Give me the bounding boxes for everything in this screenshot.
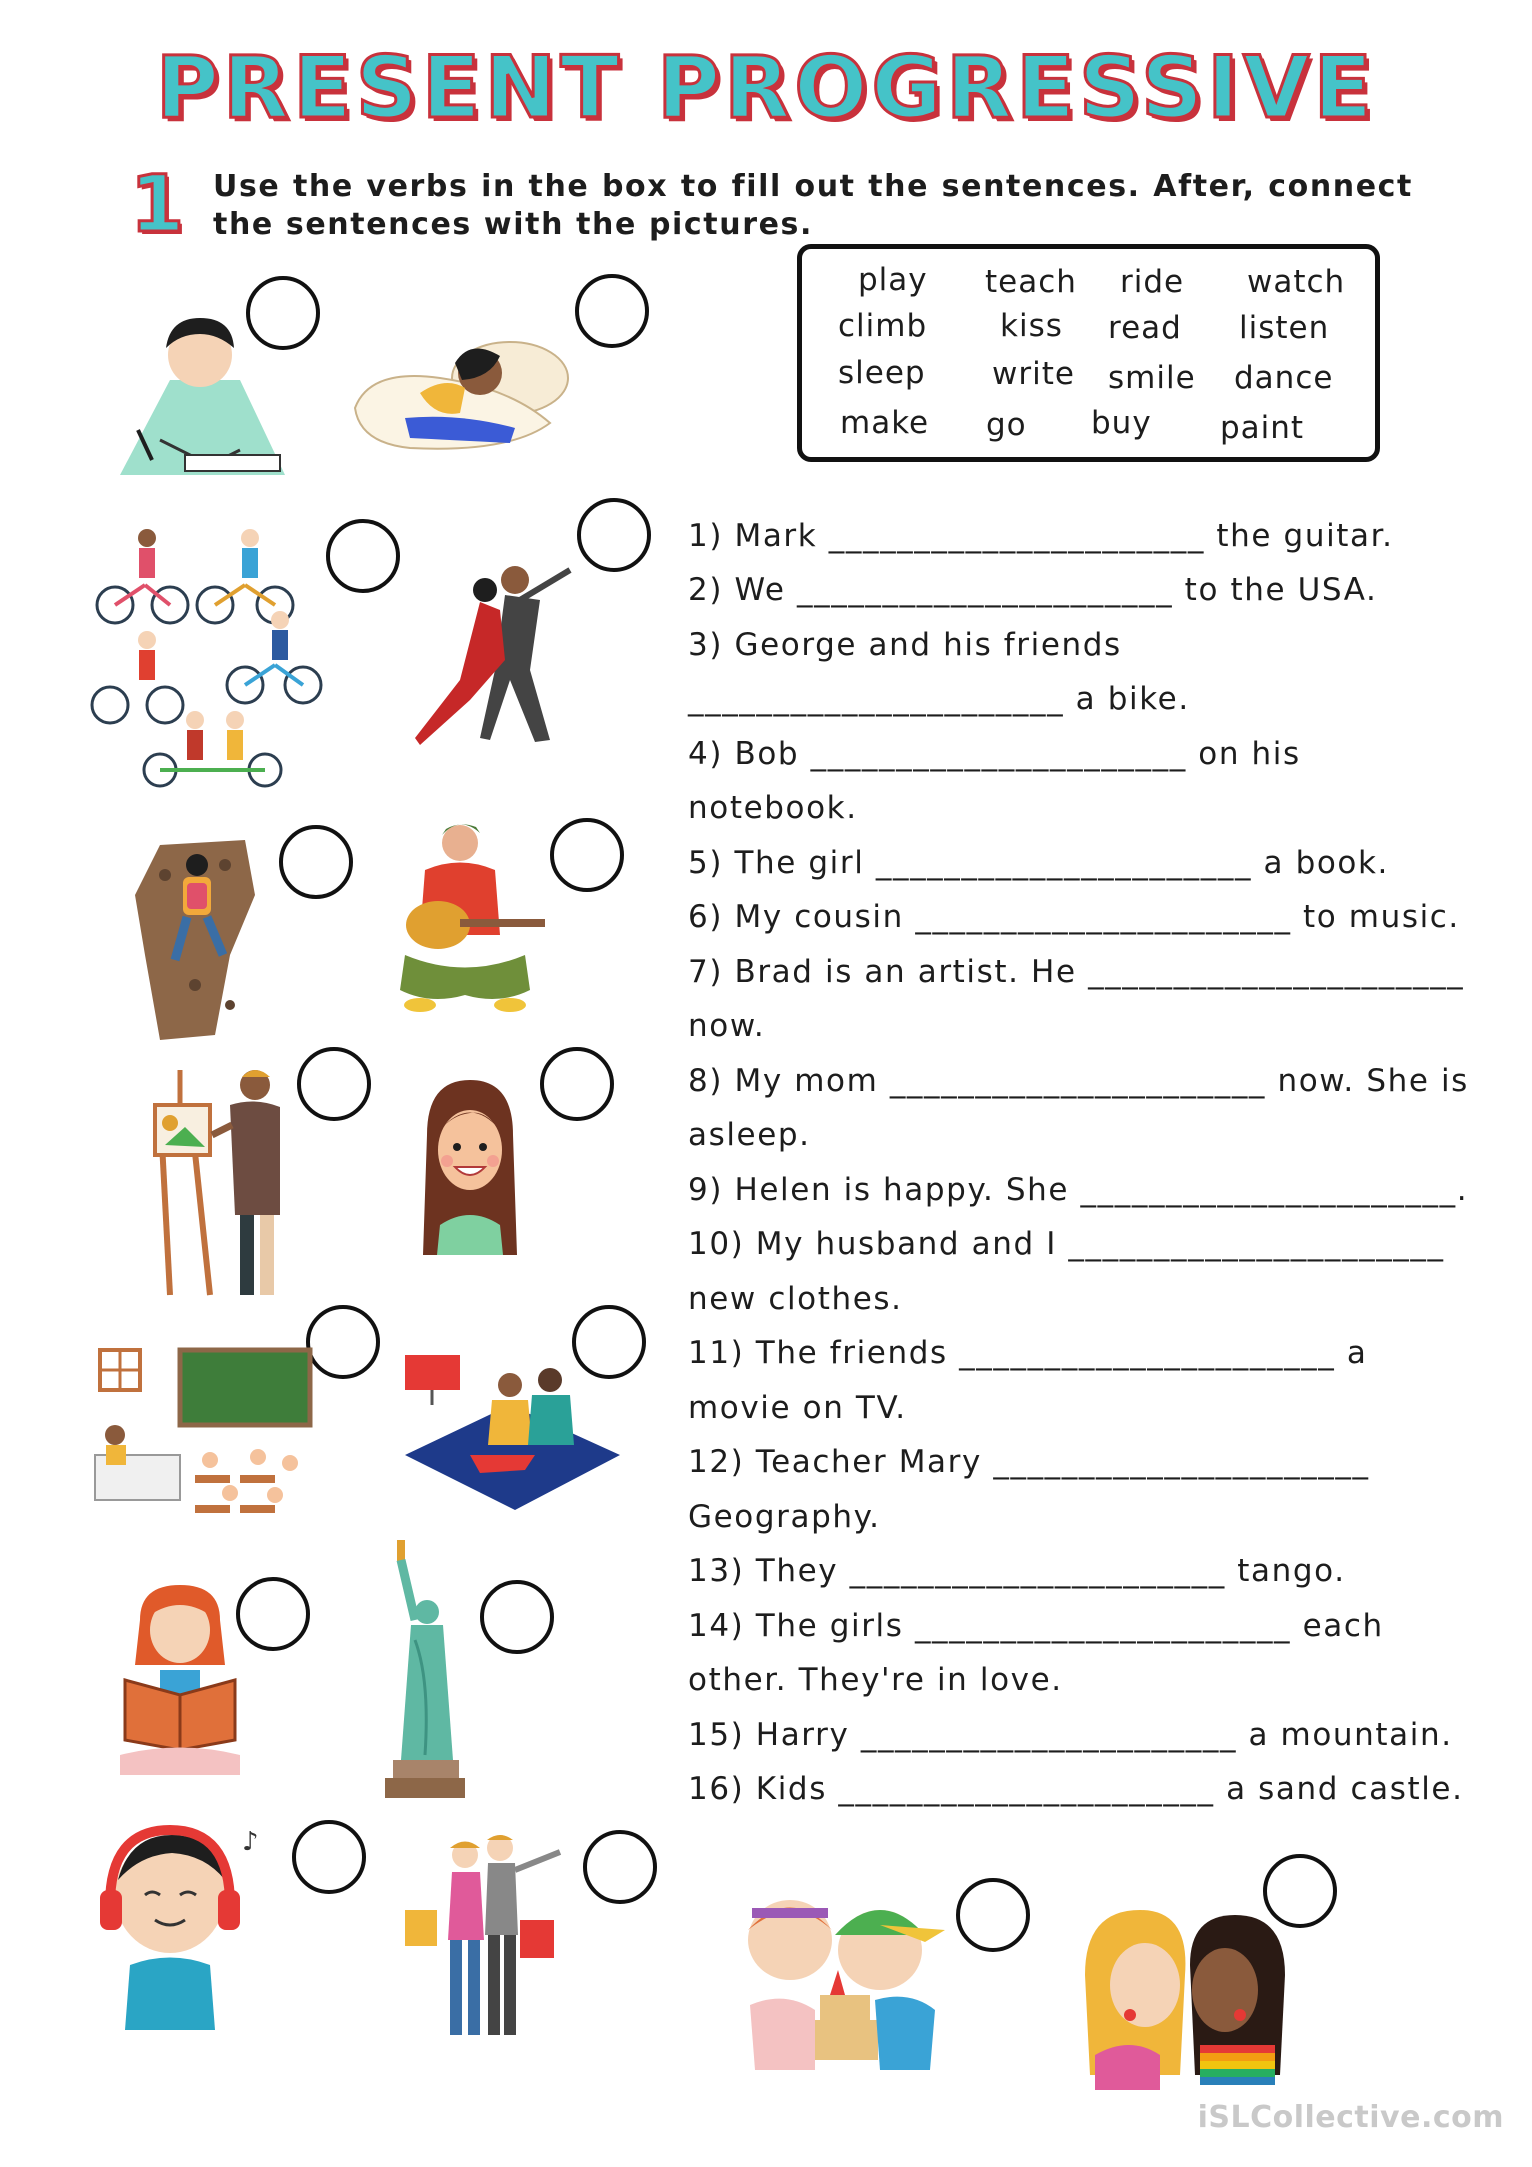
sentence-line: 1) Mark ______________________ the guitar. [688,518,1394,554]
exercise-instructions: Use the verbs in the box to fill out the sentences. After, connect the sentences with the pictures. [213,169,1413,242]
man-writing-picture [100,300,285,475]
verb-item: smile [1108,360,1196,396]
sentence-line: Geography. [688,1499,881,1535]
svg-text:♪: ♪ [242,1827,259,1857]
girl-reading-picture [115,1580,245,1780]
friends-riding-bikes-picture [85,520,365,790]
verb-item: ride [1120,264,1185,300]
answer-circle[interactable] [540,1047,614,1121]
sentence-line: 3) George and his friends [688,627,1122,663]
verb-item: play [858,262,928,298]
answer-circle[interactable] [292,1820,366,1894]
sentence-line: new clothes. [688,1281,903,1317]
sentence-line: other. They're in love. [688,1662,1063,1698]
verb-box [797,244,1380,462]
sentence-line: 7) Brad is an artist. He ______________________ [688,954,1465,990]
answer-circle[interactable] [236,1577,310,1651]
classroom-teacher-picture [90,1345,320,1535]
verb-item: dance [1234,360,1334,396]
verb-item: read [1108,310,1182,346]
verb-item: teach [985,264,1077,300]
sentence-line: 4) Bob ______________________ on his [688,736,1301,772]
boy-listening-music-picture [100,1825,280,2030]
verb-item: make [840,405,930,441]
sentence-line: 9) Helen is happy. She ______________________. [688,1172,1469,1208]
girls-kissing-picture [1080,1905,1290,2090]
sentence-line: 13) They ______________________ tango. [688,1553,1346,1589]
verb-item: climb [838,308,928,344]
answer-circle[interactable] [583,1830,657,1904]
sentence-line: 14) The girls ______________________ each [688,1608,1384,1644]
answer-circle[interactable] [956,1878,1030,1952]
sentence-line: 8) My mom ______________________ now. She is [688,1063,1469,1099]
answer-circle[interactable] [279,825,353,899]
person-climbing-picture [135,835,260,1040]
verb-item: buy [1091,405,1152,441]
couple-dancing-tango-picture [410,560,585,750]
verb-item: watch [1247,264,1346,300]
answer-circle[interactable] [480,1580,554,1654]
answer-circle[interactable] [550,818,624,892]
sentence-line: 2) We ______________________ to the USA. [688,572,1378,608]
verb-item: write [992,356,1075,392]
sentence-line: 5) The girl ______________________ a book. [688,845,1390,881]
sentence-line: 10) My husband and I ______________________ [688,1226,1445,1262]
sentence-line: 16) Kids ______________________ a sand castle. [688,1771,1464,1807]
sentence-line: 6) My cousin ______________________ to music. [688,899,1460,935]
page-title: PRESENT PROGRESSIVE [155,38,1377,138]
sentence-line: 15) Harry ______________________ a mountain. [688,1717,1453,1753]
sentence-line: asleep. [688,1117,811,1153]
man-playing-guitar-picture [390,815,545,1015]
sentence-line: 11) The friends ______________________ a [688,1335,1368,1371]
kids-sand-castle-picture [730,1880,950,2080]
sentence-line: notebook. [688,790,858,826]
artist-painting-picture [150,1065,290,1300]
person-sleeping-picture [350,318,570,458]
verb-item: kiss [1000,308,1063,344]
sentence-line: ______________________ a bike. [688,681,1190,717]
sentence-line: movie on TV. [688,1390,907,1426]
sentence-line: 12) Teacher Mary ______________________ [688,1444,1370,1480]
answer-circle[interactable] [575,274,649,348]
answer-circle[interactable] [577,498,651,572]
statue-of-liberty-picture [375,1540,470,1800]
exercise-number: 1 [130,160,185,250]
verb-item: paint [1220,410,1305,446]
girl-smiling-picture [415,1075,525,1260]
verb-item: listen [1239,310,1330,346]
verb-item: sleep [838,355,926,391]
answer-circle[interactable] [297,1047,371,1121]
watermark: iSLCollective.com [1197,2100,1504,2135]
verb-item: go [986,407,1027,443]
sentence-line: now. [688,1008,766,1044]
couple-shopping-picture [400,1830,570,2050]
friends-watching-tv-picture [400,1345,625,1510]
